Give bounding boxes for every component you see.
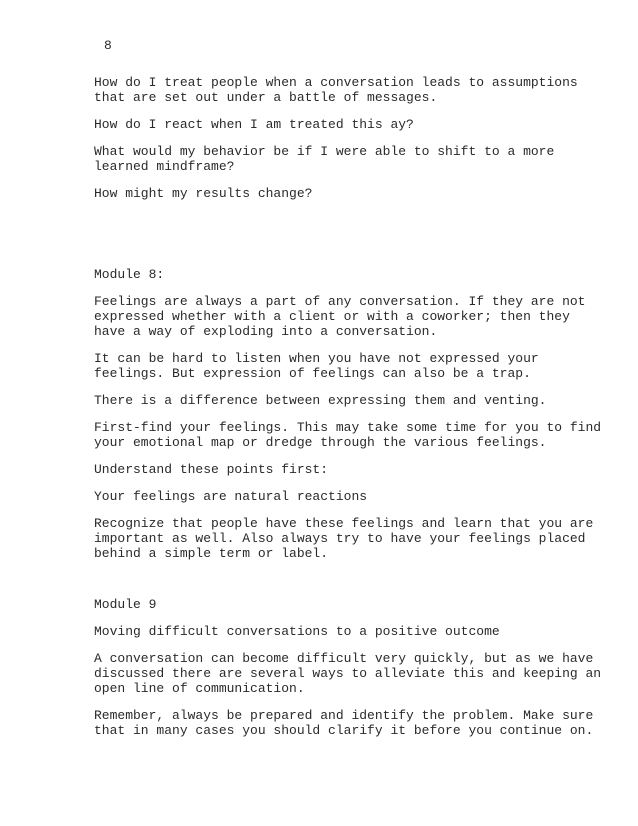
document-body	[94, 75, 614, 750]
paragraph-natural-reactions: Your feelings are natural reactions	[94, 489, 368, 504]
paragraph-recognize: Recognize that people have these feelings and learn that you are important as well. Also always try to have your feelings placed behind a simple term or label.	[94, 516, 594, 561]
module-9-subtitle: Moving difficult conversations to a positive outcome	[94, 624, 500, 639]
question-behavior: What would my behavior be if I were able to shift to a more learned mindframe?	[94, 144, 555, 174]
question-react: How do I react when I am treated this ay?	[94, 117, 414, 132]
paragraph-hard-to-listen: It can be hard to listen when you have not expressed your feelings. But expression of feelings can also be a trap.	[94, 351, 539, 381]
paragraph-feelings-intro: Feelings are always a part of any conversation. If they are not expressed whether with a client or with a coworker; then they have a way of exploding into a conversation.	[94, 294, 586, 339]
paragraph-understand-points: Understand these points first:	[94, 462, 329, 477]
module-9-heading: Module 9	[94, 597, 157, 612]
question-results: How might my results change?	[94, 186, 313, 201]
paragraph-remember: Remember, always be prepared and identify the problem. Make sure that in many cases you should clarify it before you continue on.	[94, 708, 594, 738]
module-8-heading: Module 8:	[94, 267, 165, 282]
paragraph-difficult-quickly: A conversation can become difficult very quickly, but as we have discussed there are several ways to alleviate this and keeping an open line of communication.	[94, 651, 602, 696]
page-number: 8	[104, 38, 112, 53]
paragraph-find-feelings: First-find your feelings. This may take some time for you to find your emotional map or dredge through the various feelings.	[94, 420, 602, 450]
paragraph-expressing-vs-venting: There is a difference between expressing them and venting.	[94, 393, 547, 408]
question-assumptions: How do I treat people when a conversation leads to assumptions that are set out under a battle of messages.	[94, 75, 578, 105]
